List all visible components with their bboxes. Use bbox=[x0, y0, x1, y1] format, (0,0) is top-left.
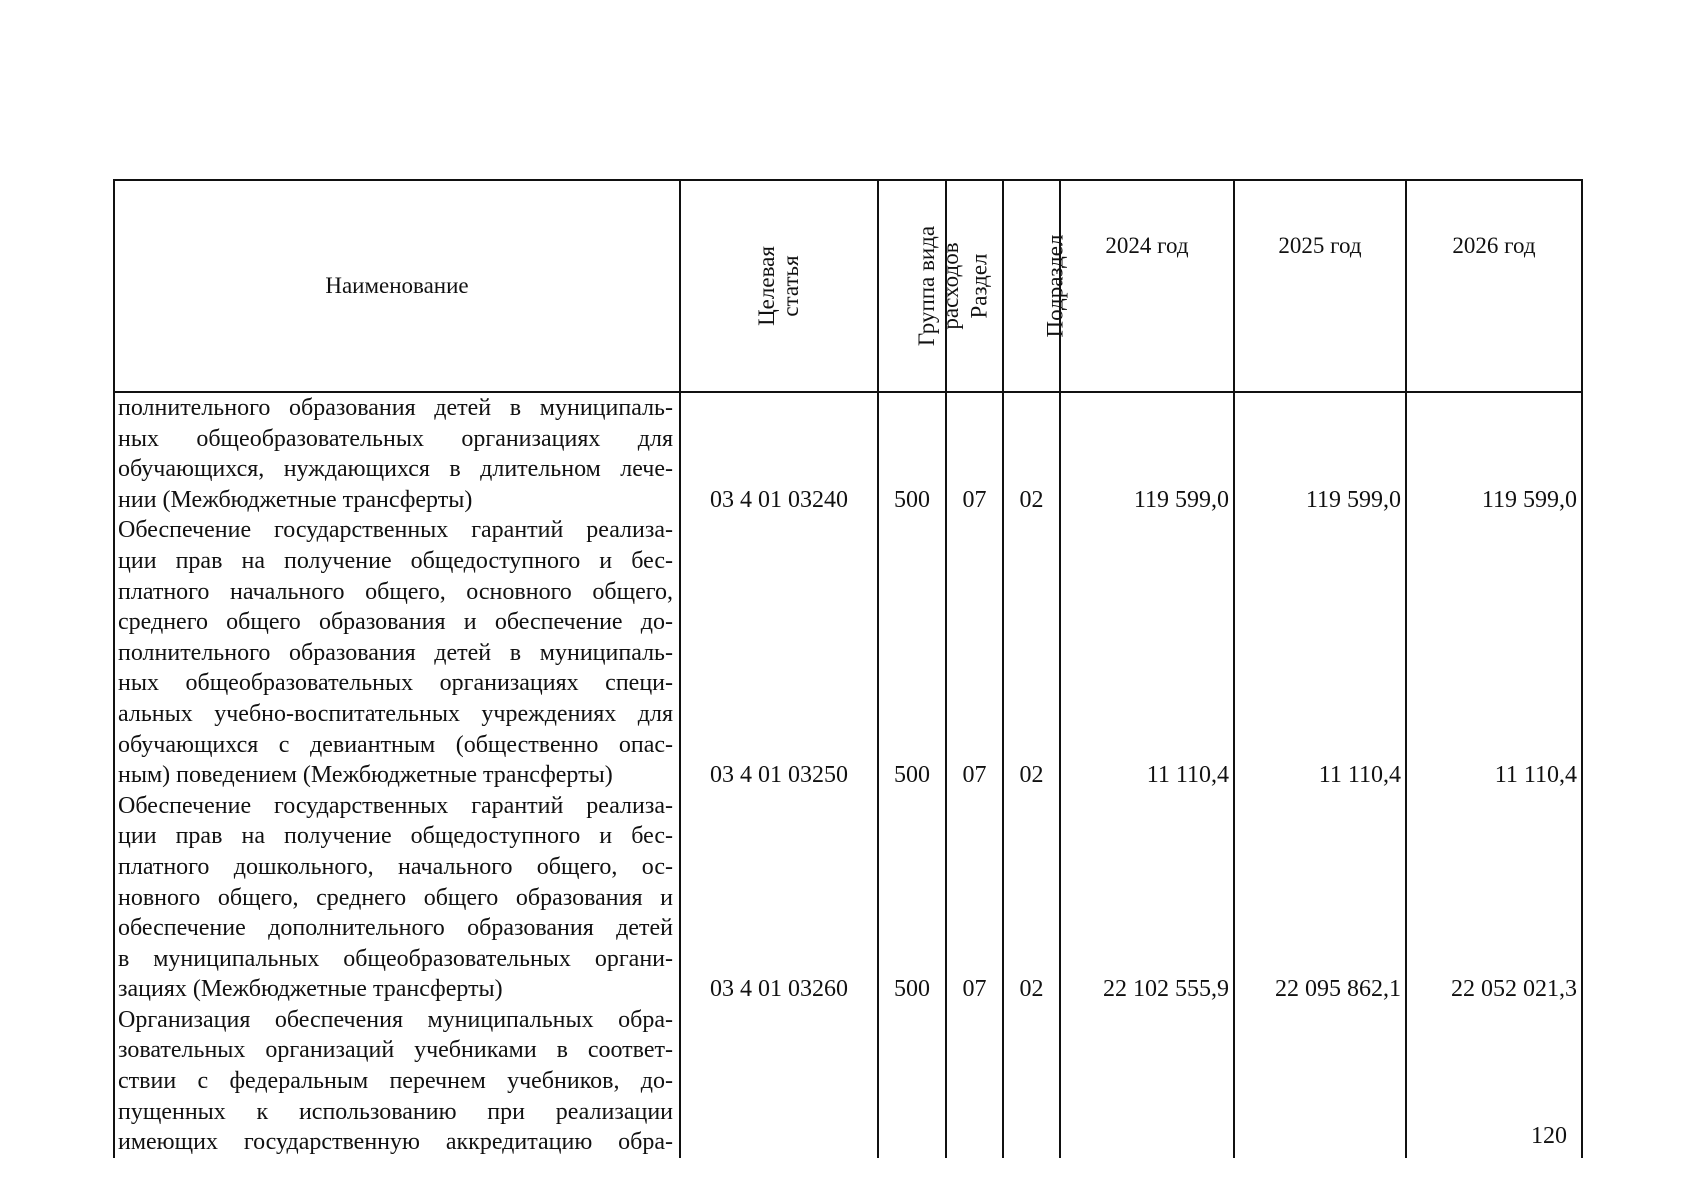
header-row bbox=[114, 180, 1582, 392]
row-2026: 22 052 021,3 bbox=[1406, 791, 1582, 1005]
row-name-line: зациях (Межбюджетные трансферты) bbox=[118, 976, 503, 1003]
header-expense-group-line-1: Группа вида bbox=[914, 225, 940, 346]
header-target bbox=[680, 180, 878, 392]
table-row bbox=[114, 791, 1582, 1005]
row-target: 03 4 01 03240 bbox=[680, 392, 878, 515]
table-header bbox=[114, 180, 1582, 392]
row-target: 03 4 01 03260 bbox=[680, 791, 878, 1005]
row-2025: 11 110,4 bbox=[1234, 515, 1406, 790]
row-2024: 22 102 555,9 bbox=[1060, 791, 1234, 1005]
header-2026-label: 2026 год bbox=[1452, 233, 1536, 258]
table-row bbox=[114, 392, 1582, 515]
row-name-line: обучающихся с девиантным (общественно опас- bbox=[118, 731, 673, 758]
row-name-line: ных общеобразовательных организациях специ- bbox=[118, 670, 673, 697]
row-name-line: зовательных организаций учебниками в соответ- bbox=[118, 1037, 673, 1064]
row-section: 07 bbox=[946, 515, 1003, 790]
row-section: 07 bbox=[946, 791, 1003, 1005]
page-number: 120 bbox=[1531, 1123, 1567, 1149]
header-expense-group-line-2: расходов bbox=[938, 241, 964, 330]
row-expense-group: 500 bbox=[878, 515, 946, 790]
row-2026: 119 599,0 bbox=[1406, 392, 1582, 515]
row-name-line: полнительного образования детей в муниципаль- bbox=[118, 395, 673, 421]
row-2024: 11 110,4 bbox=[1060, 515, 1234, 790]
row-target: 03 4 01 03250 bbox=[680, 515, 878, 790]
header-2024 bbox=[1060, 180, 1234, 392]
row-name-line: ствии с федеральным перечнем учебников, до- bbox=[118, 1068, 673, 1095]
row-section bbox=[946, 1005, 1003, 1158]
row-name-line: среднего общего образования и обеспечение до- bbox=[118, 609, 673, 636]
row-expense-group: 500 bbox=[878, 791, 946, 1005]
row-expense-group bbox=[878, 1005, 946, 1158]
row-2025 bbox=[1234, 1005, 1406, 1158]
row-subsection bbox=[1003, 1005, 1060, 1158]
header-target-line-1: Целевая bbox=[753, 245, 779, 326]
row-expense-group: 500 bbox=[878, 392, 946, 515]
row-subsection: 02 bbox=[1003, 791, 1060, 1005]
row-section: 07 bbox=[946, 392, 1003, 515]
row-name-line: обеспечение дополнительного образования детей bbox=[118, 915, 673, 942]
row-name-line: платного дошкольного, начального общего, ос- bbox=[118, 853, 673, 880]
row-name-line: полнительного образования детей в муниципаль- bbox=[118, 639, 673, 666]
header-expense-group bbox=[878, 180, 964, 392]
budget-table bbox=[113, 179, 1583, 1158]
row-2026: 11 110,4 bbox=[1406, 515, 1582, 790]
row-name-line: имеющих государственную аккредитацию обра- bbox=[118, 1129, 673, 1156]
row-subsection: 02 bbox=[1003, 392, 1060, 515]
header-2024-label: 2024 год bbox=[1105, 233, 1189, 258]
header-target-line-2: статья bbox=[777, 254, 803, 317]
header-2026 bbox=[1406, 180, 1582, 392]
row-name-line: обучающихся, нуждающихся в длительном лече- bbox=[118, 456, 673, 483]
row-name-line: нии (Межбюджетные трансферты) bbox=[118, 486, 473, 513]
row-name bbox=[114, 1005, 680, 1158]
row-name bbox=[114, 515, 680, 790]
header-name bbox=[114, 180, 680, 392]
row-2025: 22 095 862,1 bbox=[1234, 791, 1406, 1005]
row-name-line: ции прав на получение общедоступного и бес- bbox=[118, 547, 673, 574]
header-2025 bbox=[1234, 180, 1406, 392]
row-name-line: в муниципальных общеобразовательных органи- bbox=[118, 945, 673, 972]
header-2025-label: 2025 год bbox=[1278, 233, 1362, 258]
row-name-line: Обеспечение государственных гарантий реализа- bbox=[118, 792, 673, 819]
header-expense-group-label bbox=[915, 225, 963, 345]
row-name-line: ных общеобразовательных организациях для bbox=[118, 425, 673, 452]
header-name-label: Наименование bbox=[325, 273, 469, 298]
row-name-line: новного общего, среднего общего образования и bbox=[118, 884, 673, 911]
row-name-line: Обеспечение государственных гарантий реализа- bbox=[118, 517, 673, 544]
header-subsection-label: Подраздел bbox=[1042, 234, 1068, 338]
row-name-line: альных учебно-воспитательных учреждениях для bbox=[118, 700, 673, 727]
row-subsection: 02 bbox=[1003, 515, 1060, 790]
header-section-label: Раздел bbox=[966, 253, 992, 319]
table-body bbox=[114, 392, 1582, 1158]
row-name-line: Организация обеспечения муниципальных обра- bbox=[118, 1006, 673, 1033]
table-row bbox=[114, 1005, 1582, 1158]
row-name bbox=[114, 392, 680, 515]
row-name-line: платного начального общего, основного общего, bbox=[118, 578, 673, 605]
row-name-line: ным) поведением (Межбюджетные трансферты) bbox=[118, 762, 613, 789]
row-name-line: ции прав на получение общедоступного и бес- bbox=[118, 823, 673, 850]
row-2024 bbox=[1060, 1005, 1234, 1158]
table-row bbox=[114, 515, 1582, 790]
row-2025: 119 599,0 bbox=[1234, 392, 1406, 515]
header-target-label bbox=[755, 246, 803, 326]
row-name-line: пущенных к использованию при реализации bbox=[118, 1098, 673, 1125]
row-name bbox=[114, 791, 680, 1005]
row-2024: 119 599,0 bbox=[1060, 392, 1234, 515]
header-subsection bbox=[1003, 180, 1068, 392]
row-target bbox=[680, 1005, 878, 1158]
